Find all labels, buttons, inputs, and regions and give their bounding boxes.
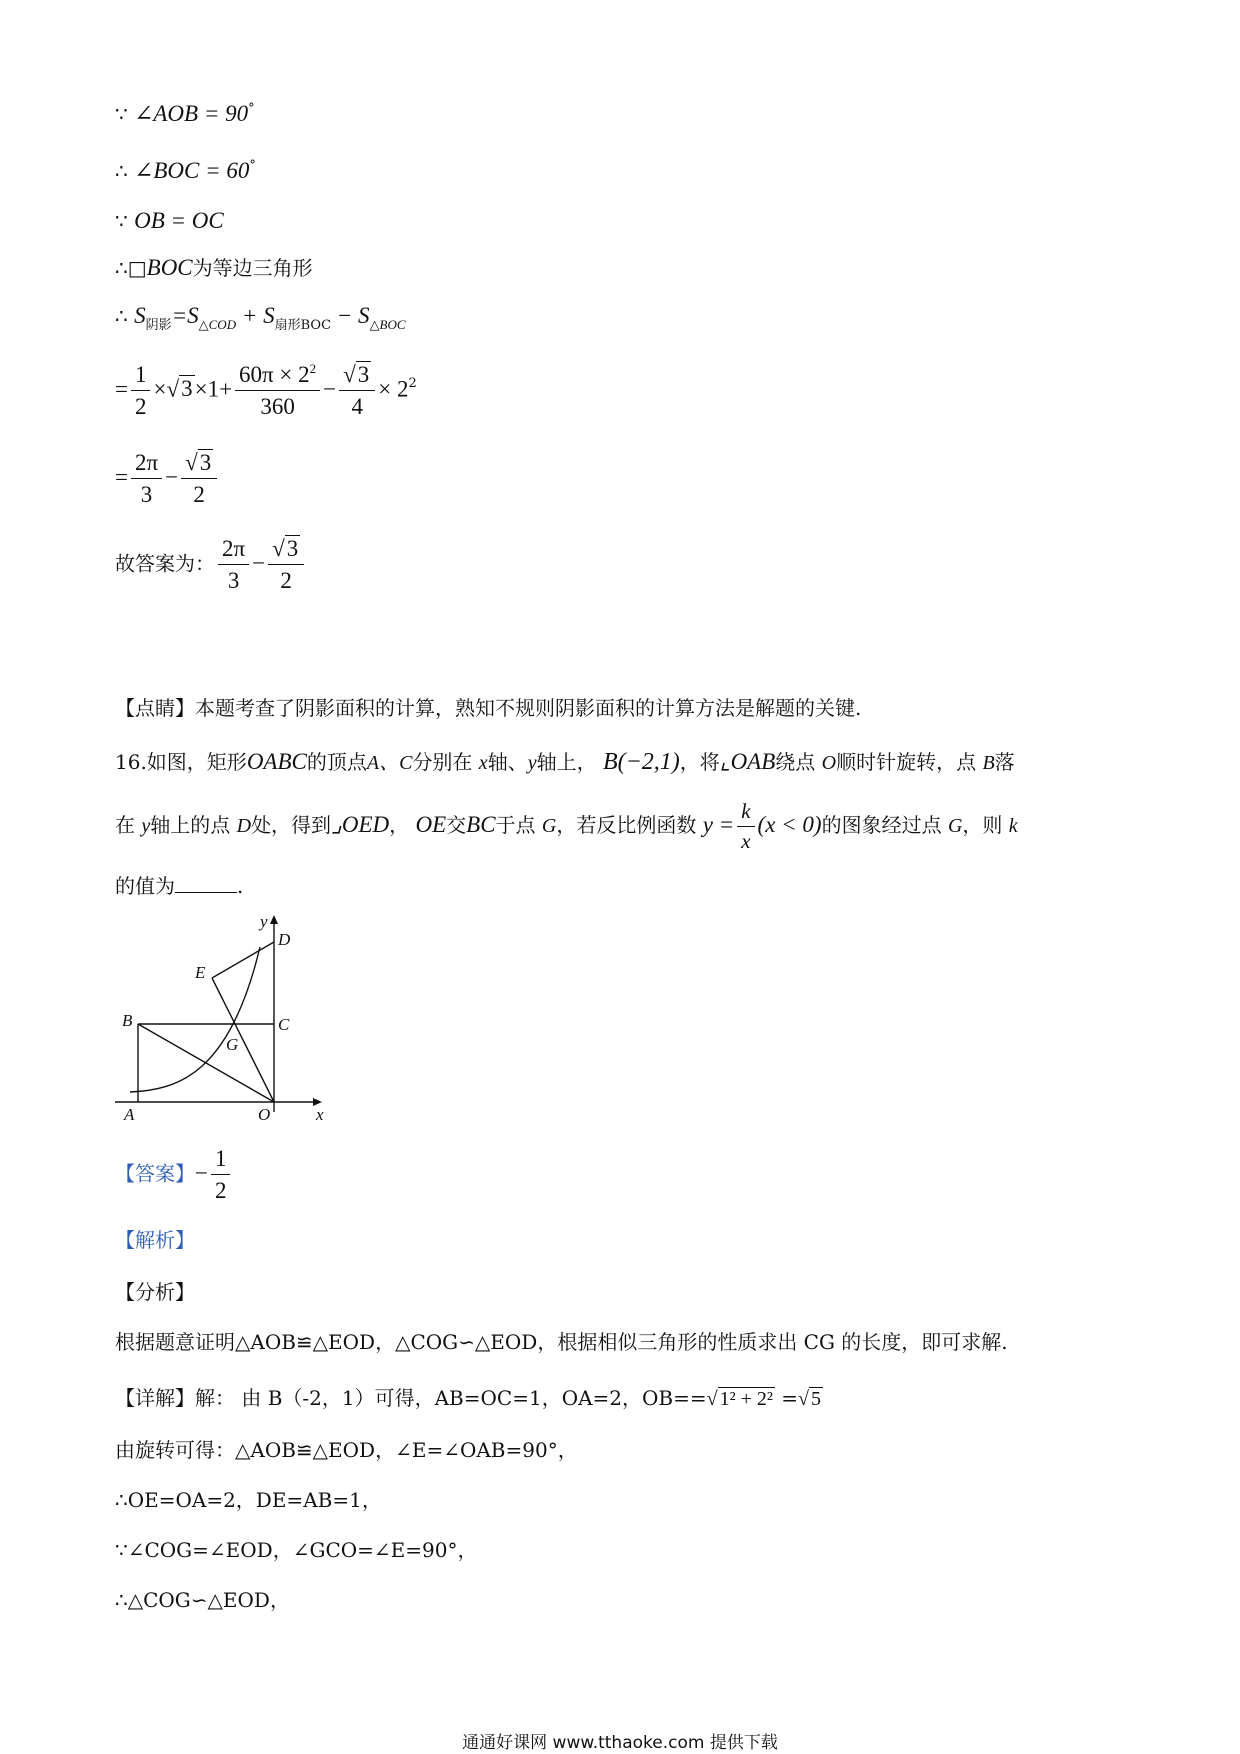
text: 在 — [115, 813, 135, 838]
step-area-result — [115, 450, 220, 508]
exponent: 2 — [408, 376, 417, 392]
denominator: 2 — [214, 1178, 227, 1204]
formula: − S — [331, 303, 370, 328]
label-o: O — [258, 1105, 271, 1122]
numerator: 1 — [131, 362, 151, 391]
fraction — [737, 800, 754, 853]
question-16-line1 — [115, 748, 1015, 777]
fraction — [131, 362, 151, 420]
therefore-symbol: ∴ — [115, 256, 128, 280]
text: 的顶点 — [306, 750, 367, 774]
radicand: 3 — [181, 376, 193, 402]
section-text: 解： 由 B（-2，1）可得，AB=OC=1，OA=2，OB== — [195, 1386, 707, 1410]
formula: ∠BOC = 60 — [134, 158, 250, 183]
solution-step-2 — [115, 1488, 382, 1512]
math: y — [527, 752, 537, 774]
text: 的图象经过点 — [821, 813, 942, 838]
math: D — [236, 815, 252, 838]
math: B(−2,1) — [602, 749, 680, 775]
formula: = — [115, 376, 128, 402]
section-tag: 【点睛】 — [115, 696, 195, 720]
text: 轴、 — [487, 750, 528, 774]
formula: = — [115, 464, 128, 490]
math: BC — [466, 812, 496, 838]
question-16-line2 — [115, 800, 1018, 853]
text: 落 — [994, 750, 1015, 774]
label-g: G — [226, 1035, 239, 1054]
numerator: √3 — [339, 362, 375, 391]
formula: − — [165, 464, 179, 490]
formula: ×1+ — [194, 376, 233, 402]
step-equilateral — [115, 254, 313, 282]
formula: S — [134, 303, 146, 328]
subscript: 扇形BOC — [274, 318, 332, 333]
radicand: 3 — [199, 450, 212, 475]
text: ， — [389, 813, 410, 838]
label-d: D — [278, 930, 291, 949]
section-tag: 【详解】 — [115, 1386, 195, 1410]
denominator: 2 — [280, 568, 292, 594]
denominator: x — [741, 829, 751, 854]
therefore-symbol: ∴ — [115, 159, 128, 183]
text: 于点 — [495, 813, 536, 838]
math: ⌟OED — [331, 812, 390, 838]
subscript: 阴影 — [145, 318, 172, 333]
therefore-symbol: ∴ — [115, 304, 128, 328]
denominator: 3 — [227, 568, 240, 594]
radicand: 3 — [286, 536, 299, 561]
step-text: ∴OE=OA=2，DE=AB=1， — [115, 1488, 382, 1512]
section-text: 本题考查了阴影面积的计算，熟知不规则阴影面积的计算方法是解题的关键. — [195, 696, 862, 720]
page-footer: 通通好课网 www.tthaoke.com 提供下载 — [462, 1733, 778, 1753]
text: 轴上的点 — [150, 813, 231, 838]
label-e: E — [195, 963, 206, 982]
jiexi-section — [115, 1228, 195, 1252]
label-y: y — [260, 912, 268, 931]
because-symbol: ∵ — [115, 102, 128, 126]
denominator: 3 — [140, 482, 153, 508]
degree: ° — [248, 101, 255, 116]
segment-ed — [212, 942, 274, 978]
math: y — [141, 815, 151, 838]
section-tag: 【答案】 — [115, 1161, 195, 1186]
step-text: ∴△COG∽△EOD， — [115, 1588, 290, 1612]
numerator: 2π — [131, 450, 162, 479]
radicand: 5 — [811, 1388, 822, 1410]
step-area-formula — [115, 302, 406, 333]
section-text: 根据题意证明△AOB≌△EOD，△COG∽△EOD，根据相似三角形的性质求出 CG 的长度，即可求解. — [115, 1330, 1008, 1354]
math: A、C — [366, 752, 413, 774]
label: 故答案为： — [115, 551, 215, 576]
denominator: 2 — [193, 482, 205, 508]
geometry-figure — [110, 912, 330, 1122]
text: 为等边三角形 — [192, 256, 313, 280]
formula: − — [252, 550, 266, 576]
subscript: △BOC — [369, 317, 406, 332]
fenxi-text — [115, 1330, 1008, 1354]
math: G — [947, 815, 963, 838]
solution-step-1 — [115, 1438, 578, 1462]
text: ，若反比例函数 — [556, 813, 697, 838]
formula: × — [153, 376, 167, 402]
numerator: k — [737, 800, 754, 827]
triangle-symbol: □ — [127, 256, 147, 280]
numerator: 2π — [218, 536, 249, 565]
segment-oe — [212, 978, 274, 1102]
label-x: x — [316, 1105, 324, 1122]
denominator: 360 — [260, 394, 295, 420]
sqrt: √ 5 — [798, 1388, 822, 1410]
numerator-text: 60π × 2 — [239, 362, 310, 387]
degree: ° — [249, 158, 256, 173]
text: ，将 — [679, 750, 720, 774]
numerator — [235, 362, 320, 391]
final-answer-line — [115, 536, 307, 594]
step-text: ∵∠COG=∠EOD，∠GCO=∠E=90°， — [115, 1538, 478, 1562]
radicand: 3 — [357, 362, 370, 387]
fraction — [181, 450, 217, 508]
y-arrow-icon — [270, 915, 278, 924]
numerator: 1 — [211, 1146, 231, 1175]
formula: ∠AOB = 90 — [134, 101, 249, 126]
solution-step-4 — [115, 1588, 290, 1612]
math: OE — [415, 812, 447, 838]
text: ，则 — [962, 813, 1003, 838]
formula: BOC — [146, 255, 193, 280]
step-area-substitution — [115, 362, 417, 420]
math: x — [478, 752, 488, 774]
formula: × 2 — [378, 376, 409, 402]
text: 处，得到 — [251, 813, 332, 838]
text: = — [781, 1386, 799, 1410]
sqrt: √ 1² + 2² — [706, 1388, 773, 1410]
dianjing-section — [115, 696, 861, 720]
math: G — [541, 815, 557, 838]
text: 绕点 — [775, 750, 816, 774]
radicand: 1² + 2² — [719, 1388, 773, 1410]
fraction — [339, 362, 375, 420]
answer-blank — [175, 874, 237, 893]
answer-sign: − — [195, 1160, 208, 1186]
math: y = — [702, 812, 735, 838]
denominator: 4 — [351, 394, 363, 420]
label-a: A — [124, 1105, 135, 1122]
text: 分别在 — [412, 750, 473, 774]
text: 轴上， — [536, 750, 597, 774]
question-16-line3 — [115, 874, 243, 898]
fraction — [218, 536, 249, 594]
fraction — [131, 450, 162, 508]
text: 16.如图，矩形 — [115, 750, 247, 774]
label-c: C — [278, 1015, 290, 1034]
math: O — [821, 752, 837, 774]
formula: − — [323, 376, 337, 402]
answer-fraction — [211, 1146, 231, 1204]
step-angle-aob — [115, 100, 255, 128]
text: . — [237, 874, 244, 898]
because-symbol: ∵ — [115, 209, 128, 233]
step-text: 由旋转可得：△AOB≌△EOD，∠E=∠OAB=90°， — [115, 1438, 578, 1462]
text: 顺时针旋转，点 — [836, 750, 977, 774]
sqrt: √3 — [166, 376, 193, 402]
numerator: √3 — [268, 536, 304, 565]
formula: + S — [236, 303, 275, 328]
subscript: △COD — [198, 317, 237, 332]
solution-step-3 — [115, 1538, 477, 1562]
math: OABC — [246, 749, 307, 774]
section-tag: 【分析】 — [115, 1280, 195, 1304]
math: (x < 0) — [757, 812, 822, 838]
math: ⌞OAB — [719, 749, 776, 774]
step-ob-oc — [115, 207, 224, 235]
formula: =S — [171, 303, 199, 328]
numerator: √3 — [181, 450, 217, 479]
fenxi-tag-line — [115, 1280, 195, 1304]
label-b: B — [122, 1011, 133, 1030]
math: B — [982, 752, 995, 774]
xiangjie-section — [115, 1386, 823, 1411]
exponent: 2 — [309, 361, 317, 376]
text: 交 — [446, 813, 467, 838]
section-tag: 【解析】 — [115, 1228, 195, 1252]
step-angle-boc — [115, 157, 256, 185]
fraction — [268, 536, 304, 594]
math: k — [1008, 815, 1018, 838]
text: 的值为 — [115, 874, 175, 898]
denominator: 2 — [134, 394, 147, 420]
fraction — [235, 362, 320, 420]
formula: OB = OC — [134, 208, 224, 233]
answer-section — [115, 1146, 233, 1204]
